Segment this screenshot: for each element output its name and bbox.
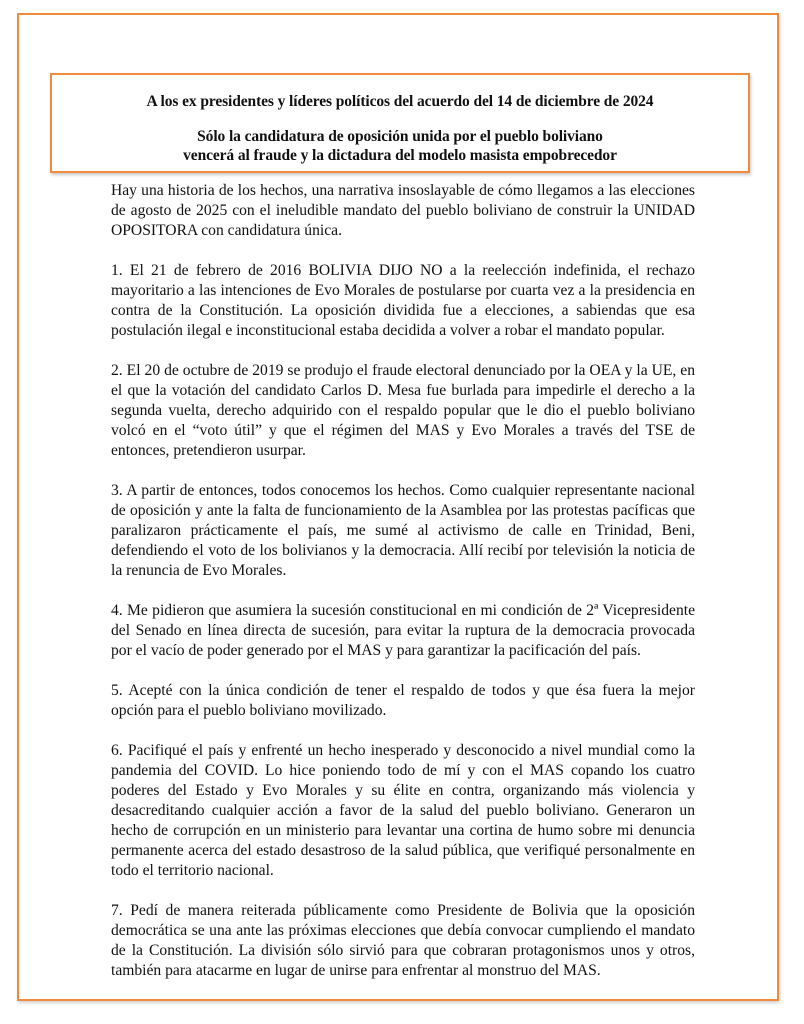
letter-body xyxy=(111,181,695,981)
letter-subtitle xyxy=(52,127,748,165)
point-paragraph-5: 5. Acepté con la única condición de tener el respaldo de todos y que ésa fuera la mejor opción para el pueblo boliviano movilizado. xyxy=(111,682,695,719)
subtitle-line-1: Sólo la candidatura de oposición unida por el pueblo boliviano xyxy=(197,128,603,145)
point-paragraph-7: 7. Pedí de manera reiterada públicamente como Presidente de Bolivia que la oposición democrática se una ante las próximas elecciones que debía convocar cumpliendo el mandato de la Constitución. La división sólo sirvió para que cobraran protagonismos unos y otros, también para atacarme en lugar de unirse para enfrentar al monstruo del MAS. xyxy=(111,902,695,979)
point-paragraph-2: 2. El 20 de octubre de 2019 se produjo el fraude electoral denunciado por la OEA y la UE, en el que la votación del candidato Carlos D. Mesa fue burlada para impedirle el derecho a la segunda vuelta, derecho adquirido con el respaldo popular que le dio el pueblo boliviano volcó en el “voto útil” y que el régimen del MAS y Evo Morales a través del TSE de entonces, pretendieron usurpar. xyxy=(111,362,695,459)
point-paragraph-4: 4. Me pidieron que asumiera la sucesión constitucional en mi condición de 2ª Vicepresidente del Senado en línea directa de sucesión, para evitar la ruptura de la democracia provocada por el vacío de poder generado por el MAS y para garantizar la pacificación del país. xyxy=(111,602,695,659)
point-paragraph-1: 1. El 21 de febrero de 2016 BOLIVIA DIJO NO a la reelección indefinida, el rechazo mayoritario a las intenciones de Evo Morales de postularse por cuarta vez a la presidencia en contra de la Constitución. La oposición dividida fue a elecciones, a sabiendas que esa postulación ilegal e inconstitucional estaba decidida a volver a robar el mandato popular. xyxy=(111,262,695,339)
letter-addressee: A los ex presidentes y líderes políticos del acuerdo del 14 de diciembre de 2024 xyxy=(146,93,654,110)
subtitle-line-2: vencerá al fraude y la dictadura del modelo masista empobrecedor xyxy=(183,147,617,164)
point-paragraph-6: 6. Pacifiqué el país y enfrenté un hecho inesperado y desconocido a nivel mundial como la pandemia del COVID. Lo hice poniendo todo de mí y con el MAS copando los cuatro poderes del Estado y Evo Morales y su élite en contra, organizando más violencia y desacreditando cualquier acción a favor de la salud del pueblo boliviano. Generaron un hecho de corrupción en un ministerio para levantar una cortina de humo sobre mi denuncia permanente acerca del estado desastroso de la salud pública, que verifiqué personalmente en todo el territorio nacional. xyxy=(111,742,695,879)
intro-paragraph: Hay una historia de los hechos, una narrativa insoslayable de cómo llegamos a las elecciones de agosto de 2025 con el ineludible mandato del pueblo boliviano de construir la UNIDAD OPOSITORA con candidatura única. xyxy=(111,182,695,239)
title-box xyxy=(50,73,750,173)
point-paragraph-3: 3. A partir de entonces, todos conocemos los hechos. Como cualquier representante nacional de oposición y ante la falta de funcionamiento de la Asamblea por las protestas pacíficas que paralizaron prácticamente el país, me sumé al activismo de calle en Trinidad, Beni, defendiendo el voto de los bolivianos y la democracia. Allí recibí por televisión la noticia de la renuncia de Evo Morales. xyxy=(111,482,695,579)
